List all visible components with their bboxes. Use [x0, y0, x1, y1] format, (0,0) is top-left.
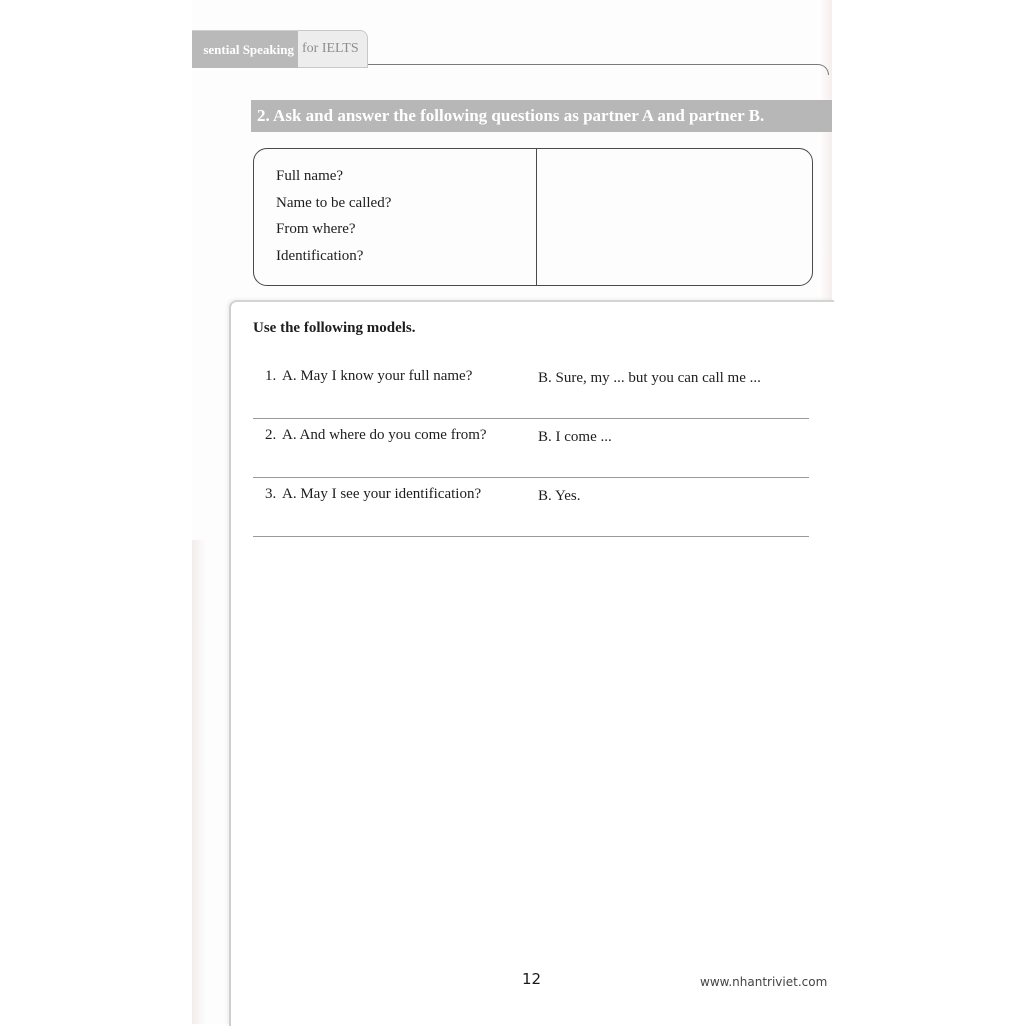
- model-answer-b: B. Yes.: [538, 488, 581, 504]
- model-row: [253, 368, 809, 419]
- section-heading: 2. Ask and answer the following questions as partner A and partner B.: [251, 100, 832, 132]
- model-number: 3.: [265, 486, 277, 502]
- page-number: 12: [522, 970, 542, 988]
- question-item: From where?: [276, 221, 356, 237]
- model-number: 2.: [265, 427, 277, 443]
- model-row: [253, 427, 809, 478]
- question-list: [276, 163, 391, 269]
- question-box: [253, 148, 813, 286]
- question-item: Identification?: [276, 247, 364, 264]
- models-panel: [229, 300, 834, 1026]
- model-question-a: A. May I see your identification?: [282, 486, 482, 502]
- model-question-a: A. May I know your full name?: [282, 368, 473, 384]
- model-number: 1.: [265, 368, 277, 384]
- model-answer-b: B. I come ...: [538, 429, 612, 445]
- book-title: sential Speaking: [192, 30, 298, 68]
- model-question-a: A. And where do you come from?: [282, 427, 487, 443]
- header-rule: [368, 64, 829, 75]
- question-item: Full name?: [276, 168, 344, 184]
- book-header-tab: [192, 30, 368, 68]
- book-title-suffix: for IELTS: [298, 30, 368, 68]
- page-fold-shadow: [192, 540, 206, 1024]
- model-answer-b: B. Sure, my ... but you can call me ...: [538, 370, 761, 386]
- models-title: Use the following models.: [253, 320, 416, 336]
- question-item: Name to be called?: [276, 194, 392, 211]
- website-url: www.nhantriviet.com: [700, 975, 828, 989]
- model-row: [253, 486, 809, 537]
- question-box-divider: [536, 149, 537, 285]
